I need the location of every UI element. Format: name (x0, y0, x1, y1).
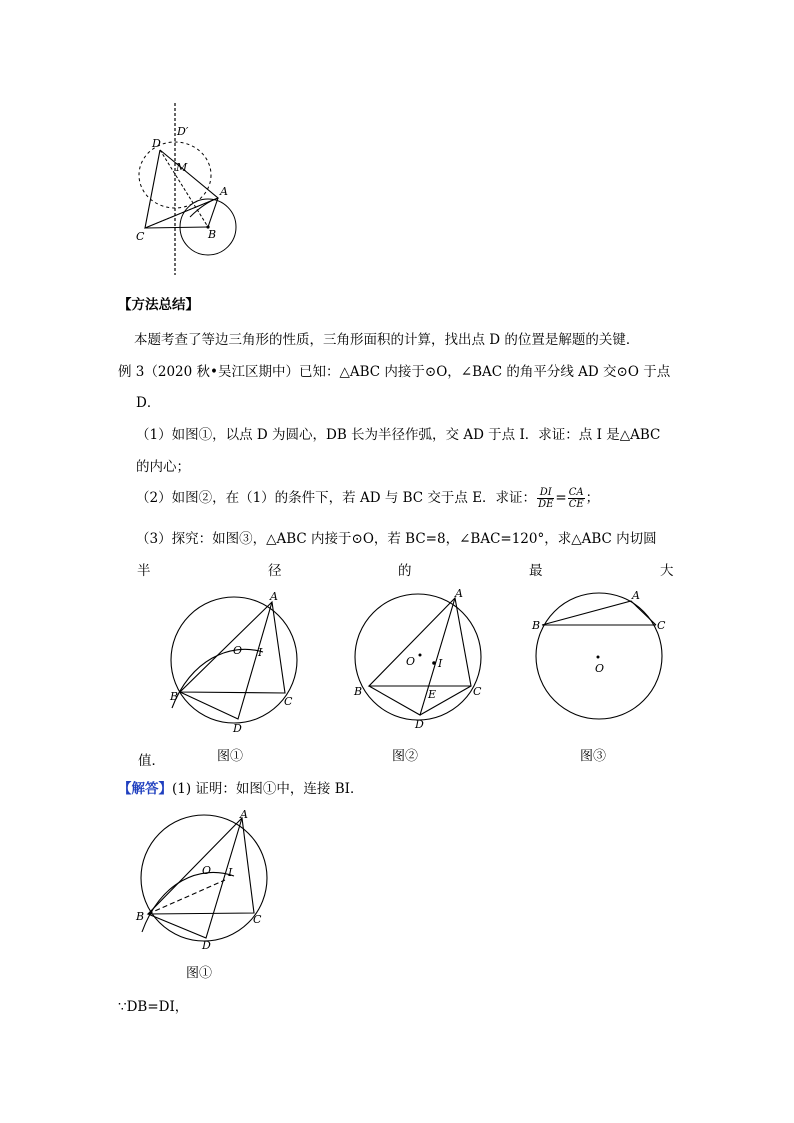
svg-text:D: D (202, 939, 211, 952)
fraction-ca-ce (568, 487, 585, 510)
label-d: D (152, 137, 161, 150)
part3-line-1: （3）探究：如图③，△ABC 内接于⊙O，若 BC=8，∠BAC=120°，求△ABC 内切圆 (136, 531, 657, 547)
svg-text:B: B (170, 690, 179, 703)
fraction-di-de (537, 487, 554, 510)
svg-text:O: O (595, 662, 605, 675)
figure-2 (345, 585, 495, 735)
answer-tag: 【解答】 (118, 781, 172, 797)
svg-text:O: O (233, 644, 243, 657)
section-heading: 【方法总结】 (118, 297, 199, 313)
svg-text:B: B (354, 685, 363, 698)
svg-text:B: B (136, 910, 145, 923)
svg-text:C: C (284, 695, 293, 708)
answer-figure-1 (130, 808, 280, 958)
equals-sign: = (555, 490, 567, 506)
svg-text:C: C (657, 619, 666, 632)
circle-o (141, 815, 267, 941)
frac2-den: CE (568, 499, 584, 510)
svg-text:D: D (415, 718, 424, 731)
svg-text:A: A (270, 590, 278, 603)
part3-spread-char-5: 大 (660, 563, 674, 579)
point-o (597, 656, 600, 659)
svg-text:O: O (406, 655, 416, 668)
bi-dashed (148, 880, 225, 914)
label-m: M (176, 161, 188, 174)
caption-fig3: 图③ (580, 749, 607, 764)
svg-text:A: A (240, 808, 248, 821)
top-geometry-figure (120, 95, 260, 285)
frac2-num: CA (568, 487, 584, 498)
caption-fig2: 图② (392, 749, 419, 764)
svg-text:I: I (438, 657, 443, 670)
label-d-prime: D′ (177, 125, 189, 138)
answer-figure-caption: 图① (186, 966, 213, 981)
svg-text:C: C (473, 685, 482, 698)
label-a: A (220, 185, 228, 198)
svg-text:E: E (428, 688, 437, 701)
figure-1 (160, 590, 310, 740)
svg-text:I: I (228, 866, 233, 879)
svg-text:D: D (233, 722, 242, 735)
caption-fig1: 图① (217, 749, 244, 764)
part3-spread-char-3: 的 (398, 563, 412, 579)
part1-line-2: 的内心； (136, 459, 190, 475)
bd-da (180, 602, 272, 719)
part3-end: 值． (138, 753, 165, 769)
svg-text:A: A (632, 589, 640, 602)
ba-ac (542, 601, 656, 625)
part2-line (136, 486, 599, 510)
arc-through-i (142, 872, 234, 932)
frac1-den: DE (538, 499, 554, 510)
part2-prefix: （2）如图②，在（1）的条件下，若 AD 与 BC 交于点 E．求证： (136, 490, 537, 506)
label-c: C (136, 230, 145, 243)
summary-line: 本题考查了等边三角形的性质，三角形面积的计算，找出点 D 的位置是解题的关键． (134, 332, 640, 348)
svg-text:O: O (202, 864, 212, 877)
part3-spread-char-1: 半 (137, 563, 151, 579)
svg-text:I: I (258, 646, 263, 659)
triangle-abc (369, 598, 471, 686)
part2-suffix: ； (585, 490, 600, 506)
frac1-num: DI (537, 487, 554, 499)
circle-o (171, 597, 297, 723)
answer-line (118, 780, 363, 798)
part1-line-1: （1）如图①，以点 D 为圆心，DB 长为半径作弧，交 AD 于点 I．求证：点 I 是△ABC (136, 427, 661, 443)
part3-spread-char-2: 径 (268, 563, 282, 579)
figure-3 (528, 585, 678, 735)
circle-o (355, 594, 481, 720)
answer-text: (1) 证明：如图①中，连接 BI． (172, 781, 364, 797)
svg-text:C: C (253, 913, 262, 926)
point-o (419, 654, 422, 657)
svg-text:A: A (455, 587, 463, 600)
point-i (432, 661, 436, 665)
answer-last-line: ∵DB=DI， (118, 999, 189, 1015)
part3-spread-char-4: 最 (529, 563, 543, 579)
label-b: B (208, 228, 217, 241)
example-line-2: D． (136, 395, 161, 411)
example-line-1: 例 3（2020 秋•吴江区期中）已知：△ABC 内接于⊙O，∠BAC 的角平分线 AD 交⊙O 于点 (118, 364, 671, 380)
svg-text:B: B (532, 619, 541, 632)
